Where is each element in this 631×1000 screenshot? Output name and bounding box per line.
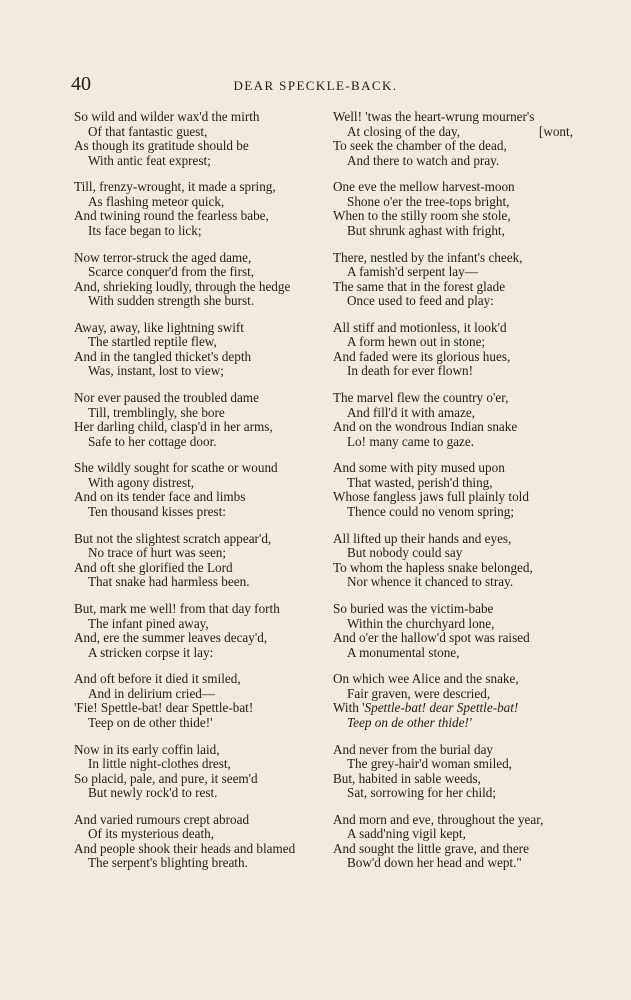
inscription-text: Teep on de other thide!' [347, 714, 472, 730]
stanza [74, 251, 329, 321]
right-column [333, 110, 573, 883]
verse-line: And never from the burial day [333, 741, 494, 757]
verse-line: Till, tremblingly, she bore [88, 404, 225, 420]
verse-line: Nor ever paused the troubled dame [74, 390, 259, 406]
verse-line: Fair graven, were descried, [347, 685, 491, 701]
verse-line: The same that in the forest glade [333, 278, 506, 294]
stanza [74, 461, 329, 531]
verse-line: Her darling child, clasp'd in her arms, [74, 419, 273, 435]
stanza [333, 461, 573, 531]
running-head: DEAR SPECKLE-BACK. [233, 78, 398, 93]
verse-line: To whom the hapless snake belonged, [333, 559, 533, 575]
verse-line: And in delirium cried— [88, 685, 216, 701]
verse-line: That wasted, perish'd thing, [347, 474, 493, 490]
verse-line: And morn and eve, throughout the year, [333, 811, 544, 827]
verse-line: A sadd'ning vigil kept, [347, 826, 466, 842]
verse-line: And there to watch and pray. [347, 152, 500, 168]
stanza [333, 672, 573, 742]
verse-line: And some with pity mused upon [333, 460, 505, 476]
verse-line: With antic feat exprest; [88, 152, 211, 168]
verse-line: A monumental stone, [347, 644, 460, 660]
verse-line: Bow'd down her head and wept." [347, 855, 522, 871]
stanza [333, 110, 573, 180]
stanza [333, 602, 573, 672]
verse-line: And o'er the hallow'd spot was raised [333, 630, 530, 646]
verse-line: The startled reptile flew, [88, 334, 217, 350]
verse-line: Lo! many came to gaze. [347, 433, 475, 449]
verse-line: All lifted up their hands and eyes, [333, 530, 512, 546]
verse-line: Well! 'twas the heart-wrung mourner's [333, 109, 535, 124]
verse-line: And faded were its glorious hues, [333, 348, 511, 364]
stanza [333, 813, 573, 883]
verse-line: That snake had harmless been. [88, 574, 250, 590]
verse-text: With ' [333, 700, 365, 716]
verse-line: On which wee Alice and the snake, [333, 671, 519, 687]
stanza [74, 391, 329, 461]
verse-line: When to the stilly room she stole, [333, 208, 511, 224]
verse-line: Sat, sorrowing for her child; [347, 785, 497, 801]
page-header [0, 73, 631, 97]
verse-line: To seek the chamber of the dead, [333, 138, 507, 153]
stanza [74, 602, 329, 672]
verse-line: No trace of hurt was seen; [88, 545, 227, 561]
stanza [74, 672, 329, 742]
verse-line: Was, instant, lost to view; [88, 363, 224, 379]
verse-line: But not the slightest scratch appear'd, [74, 530, 272, 546]
stanza [74, 321, 329, 391]
verse-line: There, nestled by the infant's cheek, [333, 249, 523, 265]
verse-line: So buried was the victim-babe [333, 601, 494, 617]
verse-line: The infant pined away, [88, 615, 209, 631]
verse-line: The serpent's blighting breath. [88, 855, 248, 871]
verse-line [333, 701, 573, 716]
verse-line: As flashing meteor quick, [88, 193, 225, 209]
stanza [74, 532, 329, 602]
verse-line: As though its gratitude should be [74, 138, 249, 153]
verse-line: Whose fangless jaws full plainly told [333, 489, 529, 505]
verse-line: One eve the mellow harvest-moon [333, 179, 515, 195]
verse-line: Teep on de other thide!' [88, 714, 213, 730]
stanza [333, 391, 573, 461]
verse-line: Its face began to lick; [88, 222, 202, 238]
verse-line: Ten thousand kisses prest: [88, 503, 226, 519]
stanza [333, 180, 573, 250]
verse-line: But shrunk aghast with fright, [347, 222, 505, 238]
stanza [74, 743, 329, 813]
inscription-text: Spettle-bat! dear Spettle-bat! [364, 700, 519, 716]
verse-line: The marvel flew the country o'er, [333, 390, 509, 406]
verse-line: And people shook their heads and blamed [74, 840, 296, 856]
verse-line: 'Fie! Spettle-bat! dear Spettle-bat! [74, 700, 254, 716]
verse-line: Away, away, like lightning swift [74, 319, 244, 335]
verse-line: Of its mysterious death, [88, 826, 214, 842]
verse-line: And oft before it died it smiled, [74, 671, 241, 687]
verse-line: A form hewn out in stone; [347, 334, 486, 350]
verse-line: And on the wondrous Indian snake [333, 419, 518, 435]
verse-text: At closing of the day, [347, 123, 461, 139]
turnover-word: [wont, [538, 123, 573, 139]
verse-line: Scarce conquer'd from the first, [88, 264, 255, 280]
verse-line: Now terror-struck the aged dame, [74, 249, 252, 265]
verse-line: And, shrieking loudly, through the hedge [74, 278, 291, 294]
verse-line: Thence could no venom spring; [347, 503, 515, 519]
verse-line: But nobody could say [347, 545, 463, 561]
verse-line: And sought the little grave, and there [333, 840, 529, 856]
verse-line: Within the churchyard lone, [347, 615, 495, 631]
stanza [333, 532, 573, 602]
page-number: 40 [71, 73, 91, 95]
verse-line: And oft she glorified the Lord [74, 559, 233, 575]
stanza [333, 251, 573, 321]
verse-line: In little night-clothes drest, [88, 756, 231, 772]
verse-line: And on its tender face and limbs [74, 489, 246, 505]
verse-line: And twining round the fearless babe, [74, 208, 269, 224]
stanza [74, 813, 329, 883]
verse-line: Nor whence it chanced to stray. [347, 574, 514, 590]
verse-line: A stricken corpse it lay: [88, 644, 214, 660]
verse-line: With agony distrest, [88, 474, 195, 490]
verse-line: And fill'd it with amaze, [347, 404, 475, 420]
verse-line: She wildly sought for scathe or wound [74, 460, 278, 476]
verse-line: And, ere the summer leaves decay'd, [74, 630, 268, 646]
verse-line: Now in its early coffin laid, [74, 741, 220, 757]
verse-line [333, 125, 573, 140]
verse-line: But, mark me well! from that day forth [74, 601, 280, 617]
verse-line: The grey-hair'd woman smiled, [347, 756, 512, 772]
verse-line: Once used to feed and play: [347, 293, 494, 309]
verse-line: Shone o'er the tree-tops bright, [347, 193, 510, 209]
stanza [333, 321, 573, 391]
verse-line: In death for ever flown! [347, 363, 473, 379]
verse-line: So wild and wilder wax'd the mirth [74, 109, 260, 124]
stanza [74, 110, 329, 180]
stanza [333, 743, 573, 813]
verse-line: But newly rock'd to rest. [88, 785, 218, 801]
verse-line: Of that fantastic guest, [88, 123, 208, 139]
stanza [74, 180, 329, 250]
verse-line: Till, frenzy-wrought, it made a spring, [74, 179, 276, 195]
verse-line: And varied rumours crept abroad [74, 811, 250, 827]
verse-line: A famish'd serpent lay— [347, 264, 478, 280]
verse-line: Safe to her cottage door. [88, 433, 217, 449]
verse-line: And in the tangled thicket's depth [74, 348, 252, 364]
verse-line: All stiff and motionless, it look'd [333, 319, 507, 335]
verse-line: But, habited in sable weeds, [333, 770, 481, 786]
verse-line: With sudden strength she burst. [88, 293, 255, 309]
left-column [74, 110, 329, 883]
verse-line: So placid, pale, and pure, it seem'd [74, 770, 258, 786]
